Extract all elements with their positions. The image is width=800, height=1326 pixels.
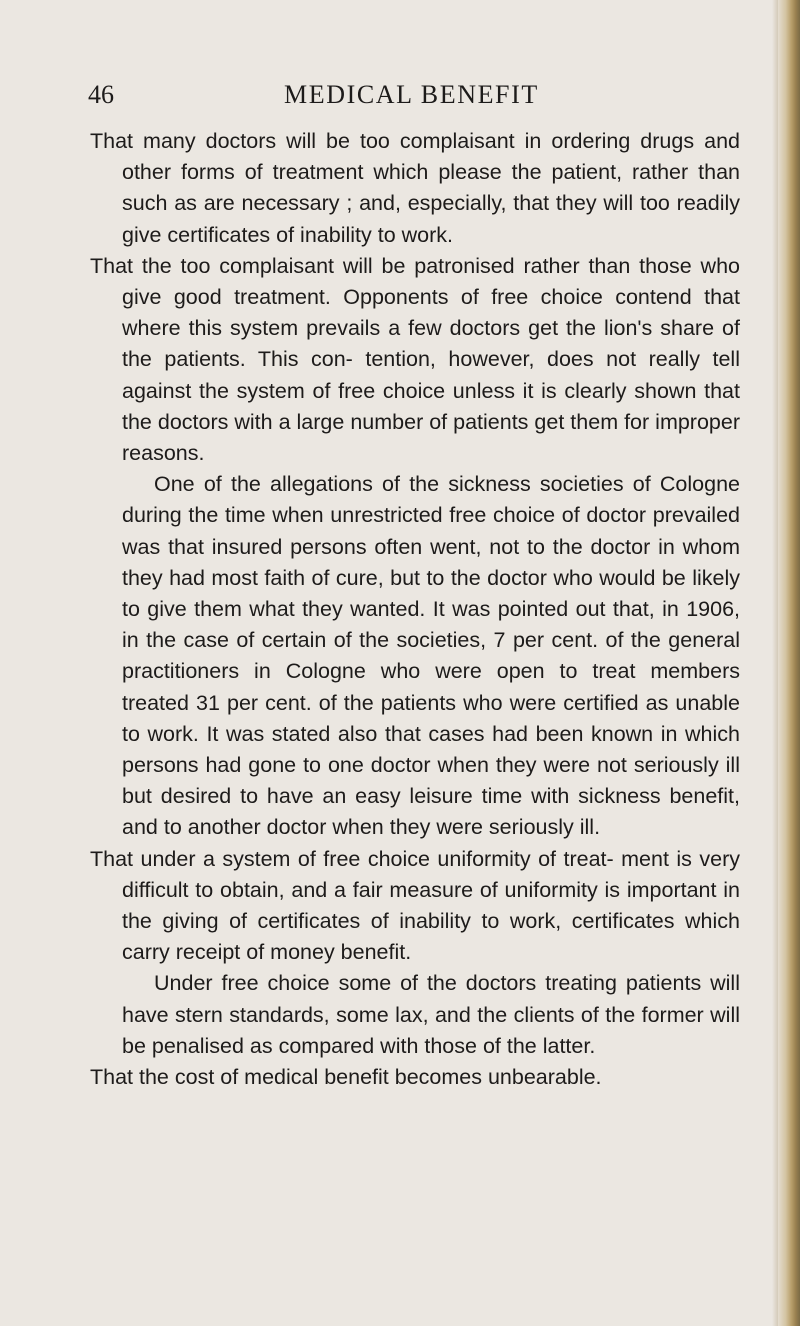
running-title: MEDICAL BENEFIT — [284, 80, 539, 109]
paragraph-uniformity-of-treatment: That under a system of free choice uniformity of treat- ment is very difficult to obtain, and a fair measure of uniformity is important in the giving of certificates of inability to work, certificates which carry receipt of money benefit. — [90, 846, 740, 965]
paragraph-stern-and-lax-standards: Under free choice some of the doctors treating patients will have stern standards, some lax, and the clients of the former will be penalised as compared with those of the latter. — [122, 971, 740, 1058]
page-header — [88, 80, 628, 120]
paragraph-cost-unbearable: That the cost of medical benefit becomes unbearable. — [90, 1065, 602, 1090]
paragraph-complaisant-doctors: That many doctors will be too complaisant in ordering drugs and other forms of treatment which please the patient, rather than such as are necessary ; and, especially, that they will too readily give certificates of inability to work. — [90, 129, 740, 247]
page-number: 46 — [88, 80, 114, 109]
paragraph-patronised-doctors: That the too complaisant will be patronised rather than those who give good treatment. Opponents of free choice contend that where this system prevails a few doctors get the lion's share of the patients. This con- tention, however, does not really tell against the system of free choice unless it is clearly shown that the doctors with a large number of patients get them for improper reasons. — [90, 253, 740, 466]
page-binding-edge — [778, 0, 800, 1326]
body-text — [90, 126, 740, 1093]
paragraph-cologne-allegations: One of the allegations of the sickness societies of Cologne during the time when unrestricted free choice of doctor prevailed was that insured persons often went, not to the doctor in whom they had most faith of cure, but to the doctor who would be likely to give them what they wanted. It was pointed out that, in 1906, in the case of certain of the societies, 7 per cent. of the general practitioners in Cologne who were open to treat members treated 31 per cent. of the patients who were certified as unable to work. It was stated also that cases had been known in which persons had gone to one doctor when they were not seriously ill but desired to have an easy leisure time with sickness benefit, and to another doctor when they were seriously ill. — [122, 472, 740, 840]
